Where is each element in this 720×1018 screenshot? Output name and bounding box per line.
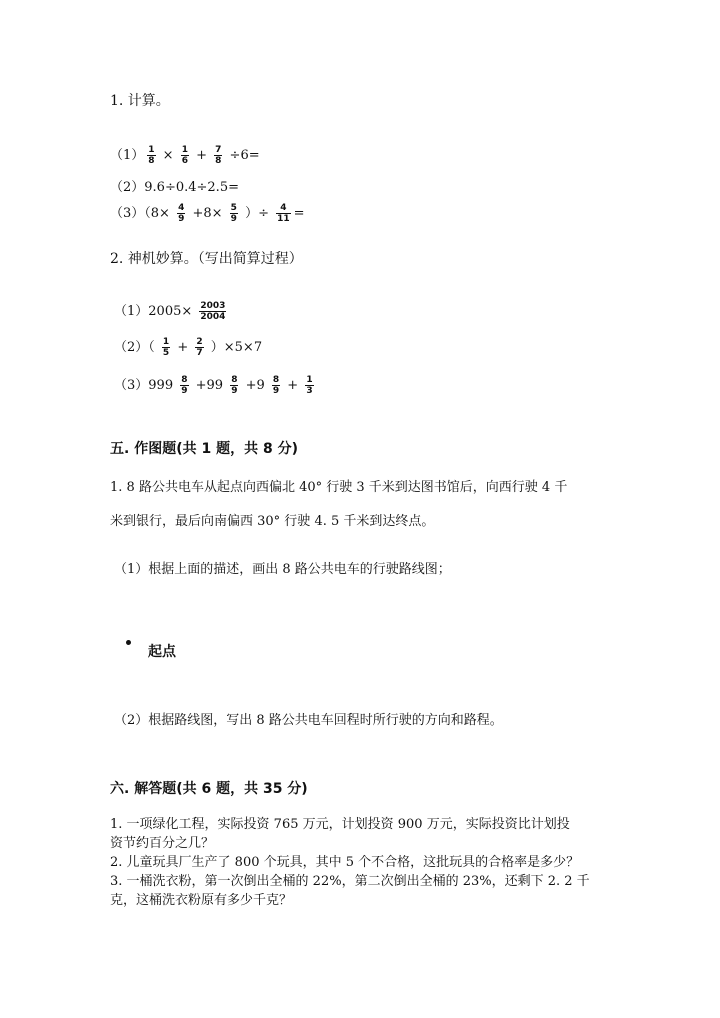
item-prefix: （3）: [110, 206, 145, 221]
fraction-denominator: 8: [215, 156, 222, 166]
section6-problem1-line2: 资节约百分之几？: [110, 836, 215, 851]
start-point-dot: [126, 640, 131, 645]
section5-sub1: （1）根据上面的描述，画出 8 路公共电车的行驶路线图；: [114, 562, 451, 577]
fraction-denominator: 8: [148, 156, 155, 166]
fraction-denominator: 7: [196, 348, 203, 358]
section5-sub2: （2）根据路线图，写出 8 路公共电车回程时所行驶的方向和路程。: [114, 713, 503, 728]
expr-text: +99: [191, 378, 228, 393]
expr-text: ）÷: [240, 206, 274, 221]
fraction-denominator: 9: [230, 214, 237, 224]
expr-text: +9: [241, 378, 269, 393]
expr-text: +: [283, 378, 303, 393]
expr-text: ）×5×7: [206, 340, 263, 355]
fraction: [177, 203, 185, 224]
fraction: [230, 203, 238, 224]
expr-text: 999: [148, 378, 178, 393]
expr-text: ×: [158, 148, 178, 163]
section6-problem1-line1: 1. 一项绿化工程，实际投资 765 万元，计划投资 900 万元，实际投资比计划投: [110, 817, 570, 832]
start-point-label: 起点: [148, 644, 176, 660]
fraction-denominator: 3: [306, 386, 313, 396]
expr-text: 2005×: [148, 304, 197, 319]
fraction-numerator: 1: [148, 145, 155, 155]
expr-text: =: [293, 206, 305, 221]
item-prefix: （1）: [114, 304, 149, 319]
fraction-denominator: 2004: [200, 312, 226, 322]
fraction-denominator: 6: [181, 156, 188, 166]
fraction-numerator: 5: [230, 203, 237, 213]
item-prefix: （2）: [110, 180, 145, 195]
fraction-denominator: 9: [178, 214, 185, 224]
fraction-numerator: 1: [162, 337, 170, 347]
section6-problem2: 2. 儿童玩具厂生产了 800 个玩具，其中 5 个不合格，这批玩具的合格率是多少？: [110, 855, 580, 870]
fraction-numerator: 1: [181, 145, 188, 155]
q1-item-1: [110, 144, 260, 166]
section5-problem-line2: 米到银行，最后向南偏西 30° 行驶 4. 5 千米到达终点。: [110, 514, 435, 529]
expr-text: （8×: [144, 206, 175, 221]
fraction-denominator: 9: [272, 386, 280, 396]
fraction-numerator: 1: [306, 375, 313, 385]
fraction: [180, 375, 188, 396]
q2-item-1: [114, 300, 229, 322]
fraction-numerator: 2: [196, 337, 203, 347]
expr-text: （: [148, 340, 159, 355]
fraction-numerator: 4: [280, 203, 287, 213]
expr-text: ÷6=: [225, 148, 260, 163]
q2-item-2: [114, 336, 262, 358]
section6-problem3-line2: 克，这桶洗衣粉原有多少千克？: [110, 893, 293, 908]
fraction: [230, 375, 238, 396]
q2-title: 2. 神机妙算。（写出简算过程）: [110, 251, 303, 267]
q1-item-3: [110, 202, 305, 224]
section5-heading: 五. 作图题(共 1 题，共 8 分): [110, 441, 298, 457]
fraction: [147, 145, 155, 166]
fraction-numerator: 4: [178, 203, 185, 213]
fraction-denominator: 9: [231, 386, 238, 396]
section6-heading: 六. 解答题(共 6 题，共 35 分): [110, 781, 308, 797]
item-prefix: （3）: [114, 378, 149, 393]
fraction: [276, 203, 291, 224]
section5-problem-line1: 1. 8 路公共电车从起点向西偏北 40° 行驶 3 千米到达图书馆后，向西行驶 4 千: [110, 480, 568, 495]
fraction: [272, 375, 280, 396]
fraction-numerator: 8: [272, 375, 280, 385]
fraction-denominator: 9: [181, 386, 188, 396]
expr-text: +: [191, 148, 212, 163]
fraction: [181, 145, 189, 166]
expr-text: +: [173, 340, 193, 355]
fraction-numerator: 8: [231, 375, 238, 385]
fraction: [305, 375, 313, 396]
expr-text: 9.6÷0.4÷2.5=: [144, 180, 239, 195]
section6-problem3-line1: 3. 一桶洗衣粉，第一次倒出全桶的 22%，第二次倒出全桶的 23%，还剩下 2. 2 千: [110, 874, 590, 889]
fraction: [199, 301, 226, 322]
fraction-denominator: 5: [162, 348, 170, 358]
q1-title: 1. 计算。: [110, 93, 170, 109]
expr-text: +8×: [188, 206, 227, 221]
fraction: [195, 337, 203, 358]
fraction-numerator: 8: [181, 375, 188, 385]
fraction-denominator: 11: [277, 214, 290, 224]
fraction-numerator: 7: [215, 145, 222, 155]
item-prefix: （1）: [110, 148, 145, 163]
q2-item-3: [114, 374, 317, 396]
item-prefix: （2）: [114, 340, 149, 355]
fraction: [214, 145, 222, 166]
fraction: [162, 337, 170, 358]
q1-item-2: [110, 176, 239, 195]
fraction-numerator: 2003: [200, 301, 226, 311]
